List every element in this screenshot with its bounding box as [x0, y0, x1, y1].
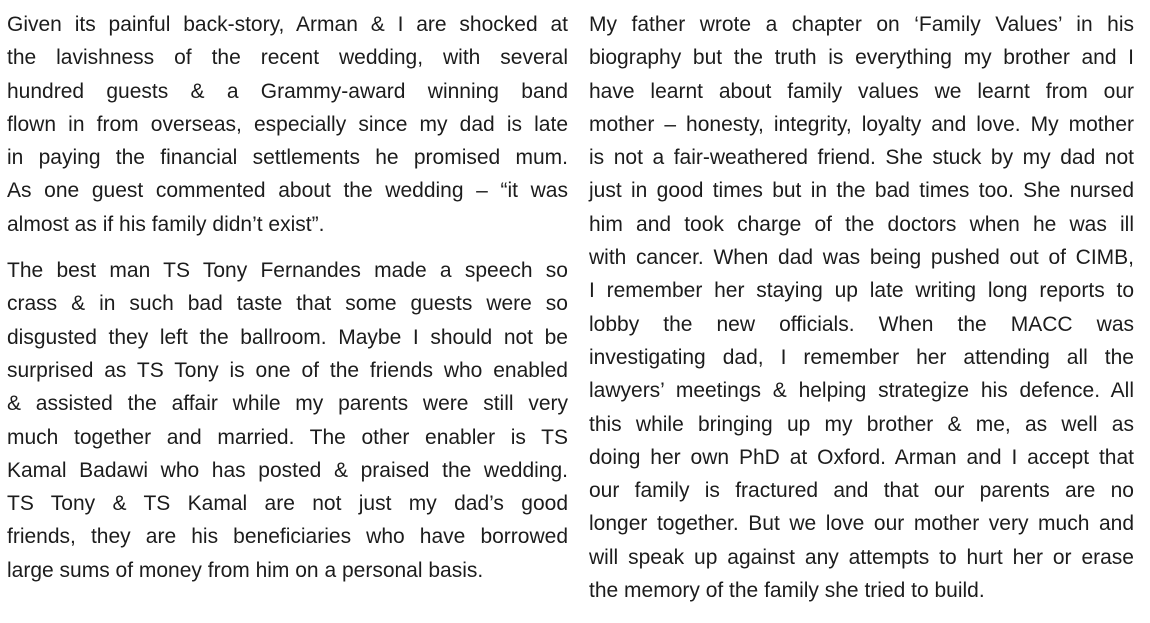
text-line: this while bringing up my brother & me, as well as [589, 412, 1134, 436]
text-line: My father wrote a chapter on ‘Family Values’ in his [589, 13, 1134, 36]
text-line: biography but the truth is everything my brother and I [589, 46, 1134, 70]
text-line: much together and married. The other enabler is TS [7, 425, 568, 449]
text-line: is not a fair-weathered friend. She stuck by my dad not [589, 146, 1134, 170]
text-line: Kamal Badawi who has posted & praised the wedding. [7, 458, 568, 482]
text-line: in paying the financial settlements he promised mum. [7, 146, 568, 170]
text-line: almost as if his family didn’t exist”. [7, 212, 325, 236]
paragraph-wedding-lavishness [7, 8, 568, 241]
text-line: him and took charge of the doctors when he was ill [589, 212, 1134, 236]
text-line: mother – honesty, integrity, loyalty and love. My mother [589, 112, 1134, 136]
paragraph-family-values [589, 8, 1134, 607]
text-line: longer together. But we love our mother very much and [589, 512, 1134, 536]
text-line: flown in from overseas, especially since my dad is late [7, 112, 568, 136]
text-line: our family is fractured and that our parents are no [589, 479, 1134, 503]
text-line: disgusted they left the ballroom. Maybe I should not be [7, 325, 568, 349]
text-line: & assisted the affair while my parents were still very [7, 392, 568, 416]
text-line: will speak up against any attempts to hurt her or erase [589, 545, 1134, 569]
text-line: surprised as TS Tony is one of the friends who enabled [7, 358, 568, 382]
text-line: the memory of the family she tried to build. [589, 579, 985, 603]
text-line: I remember her staying up late writing long reports to [589, 279, 1134, 303]
text-line: The best man TS Tony Fernandes made a speech so [7, 259, 568, 283]
paragraph-best-man-speech [7, 254, 568, 587]
text-line: just in good times but in the bad times too. She nursed [589, 179, 1134, 203]
text-line: friends, they are his beneficiaries who have borrowed [7, 525, 568, 549]
text-line: Given its painful back-story, Arman & I are shocked at [7, 13, 568, 36]
text-line: As one guest commented about the wedding – “it was [7, 179, 568, 203]
text-line: TS Tony & TS Kamal are not just my dad’s good [7, 492, 568, 516]
text-line: lawyers’ meetings & helping strategize his defence. All [589, 379, 1134, 403]
text-line: investigating dad, I remember her attending all the [589, 345, 1134, 369]
text-line: large sums of money from him on a personal basis. [7, 558, 484, 582]
text-line: lobby the new officials. When the MACC was [589, 312, 1134, 336]
text-line: the lavishness of the recent wedding, with several [7, 46, 568, 70]
text-line: doing her own PhD at Oxford. Arman and I accept that [589, 445, 1134, 469]
left-text-column [7, 8, 568, 587]
text-line: have learnt about family values we learnt from our [589, 79, 1134, 103]
text-line: with cancer. When dad was being pushed out of CIMB, [589, 246, 1134, 270]
text-line: hundred guests & a Grammy-award winning band [7, 79, 568, 103]
right-text-column [589, 8, 1134, 607]
text-line: crass & in such bad taste that some guests were so [7, 292, 568, 316]
